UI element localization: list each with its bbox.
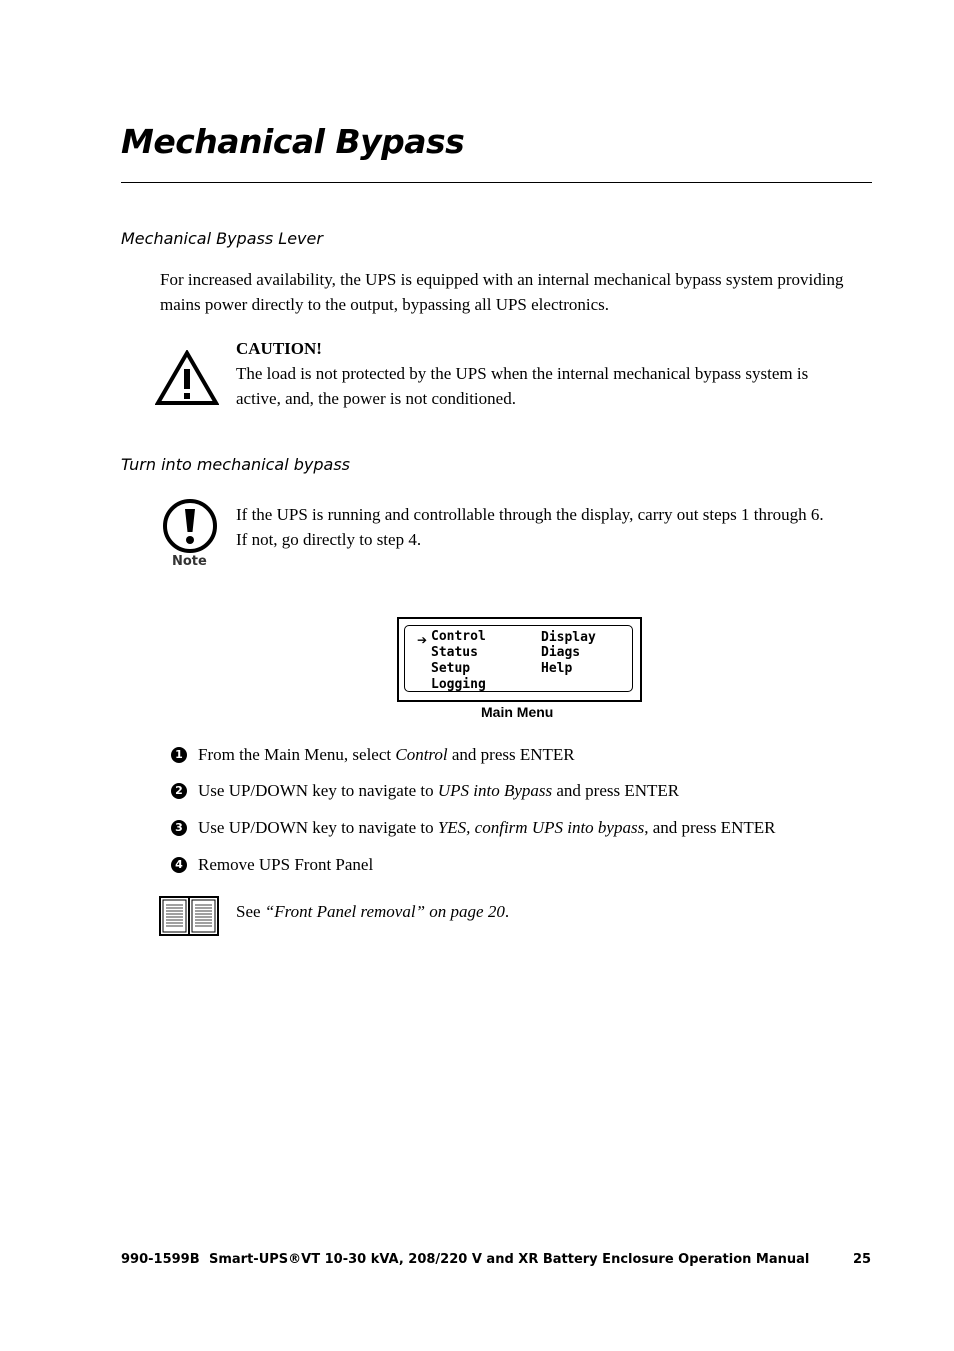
step-number: 1	[171, 747, 187, 763]
note-block	[236, 502, 824, 552]
book-icon	[158, 895, 220, 937]
lcd-item-control: Control	[431, 629, 486, 644]
footer-page-number: 25	[853, 1252, 872, 1267]
lcd-item-diags: Diags	[541, 645, 581, 660]
step-text: Use UP/DOWN key to navigate to YES, confirm UPS into bypass, and press ENTER	[198, 818, 776, 837]
footer-manual-title: Smart-UPS®VT 10-30 kVA, 208/220 V and XR Battery Enclosure Operation Manual	[209, 1252, 810, 1267]
step-number: 3	[171, 820, 187, 836]
lcd-screen	[404, 625, 633, 692]
lcd-item-help: Help	[541, 661, 573, 676]
warning-triangle-icon	[155, 350, 219, 406]
step-number: 2	[171, 783, 187, 799]
lcd-item-display: Display	[541, 630, 596, 645]
note-line-2: If not, go directly to step 4.	[236, 530, 422, 549]
caution-line-1: The load is not protected by the UPS when the internal mechanical bypass system is	[236, 364, 809, 383]
caution-block	[236, 336, 808, 411]
lcd-item-logging: Logging	[431, 677, 486, 692]
reference-text: See “Front Panel removal” on page 20.	[236, 902, 510, 921]
section-heading-bypass-lever: Mechanical Bypass Lever	[121, 229, 323, 248]
step-text: From the Main Menu, select Control and press ENTER	[198, 745, 575, 764]
reference-link[interactable]: “Front Panel removal” on page 20	[264, 902, 505, 921]
intro-line-2: mains power directly to the output, bypassing all UPS electronics.	[160, 295, 610, 314]
step-number: 4	[171, 857, 187, 873]
lcd-display	[397, 617, 642, 702]
intro-line-1: For increased availability, the UPS is equipped with an internal mechanical bypass system providing	[160, 270, 844, 289]
step-text: Use UP/DOWN key to navigate to UPS into Bypass and press ENTER	[198, 781, 680, 800]
lcd-item-status: Status	[431, 645, 478, 660]
caution-line-2: active, and, the power is not conditioned.	[236, 389, 516, 408]
page-title: Mechanical Bypass	[121, 122, 465, 161]
section-heading-mechanical-bypass: Turn into mechanical bypass	[121, 455, 350, 474]
lcd-item-setup: Setup	[431, 661, 471, 676]
footer-doc-number: 990-1599B	[121, 1252, 200, 1267]
figure-caption: Main Menu	[481, 704, 554, 720]
exclamation-circle-icon	[162, 498, 218, 554]
note-label: Note	[172, 554, 207, 569]
note-line-1: If the UPS is running and controllable through the display, carry out steps 1 through 6.	[236, 505, 824, 524]
title-rule	[121, 182, 872, 183]
step-text: Remove UPS Front Panel	[198, 855, 374, 874]
intro-paragraph	[160, 267, 843, 317]
arrow-right-icon: ➔	[417, 633, 428, 647]
caution-title: CAUTION!	[236, 339, 322, 358]
